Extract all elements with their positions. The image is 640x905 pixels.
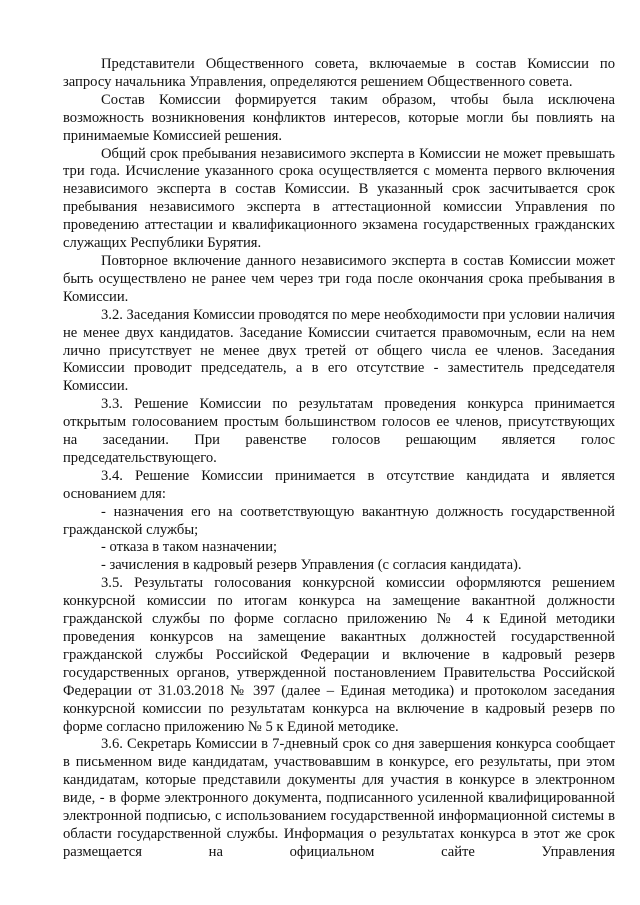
paragraph-expert-term: Общий срок пребывания независимого эксперта в Комиссии не может превышать три года. Исчисление указанного срока осуществляется с момента первого включения независимого эксперта в состав Комиссии. В указанный срок засчитывается срок пребывания независимого эксперта в аттестационной комиссии Управления по проведению аттестации и квалификационного экзамена государственных гражданских служащих Республики Бурятия. — [63, 145, 615, 252]
paragraph-3-4-decision-basis: 3.4. Решение Комиссии принимается в отсутствие кандидата и является основанием для: — [63, 467, 615, 502]
paragraph-3-5-voting-results: 3.5. Результаты голосования конкурсной комиссии оформляются решением конкурсной комиссии по итогам конкурса на замещение вакантной должности гражданской службы по форме согласно приложению № 4 к Единой методики проведения конкурсов на замещение вакантных должностей государственной гражданской службы Российской Федерации и включение в кадровый резерв государственных органов, утвержденной постановлением Правительства Российской Федерации от 31.03.2018 № 397 (далее – Единая методика) и протоколом заседания конкурсной комиссии по результатам конкурса на включение в кадровый резерв по форме согласно приложению № 5 к Единой методике. — [63, 575, 615, 735]
document-page — [63, 56, 615, 862]
list-item-appointment: - назначения его на соответствующую вакантную должность государственной гражданской службы; — [63, 503, 615, 538]
paragraph-public-council-representatives: Представители Общественного совета, включаемые в состав Комиссии по запросу начальника Управления, определяются решением Общественного совета. — [63, 56, 615, 90]
list-item-reserve-enrollment: - зачисления в кадровый резерв Управления (с согласия кандидата). — [101, 557, 522, 574]
paragraph-3-3-decision-voting: 3.3. Решение Комиссии по результатам проведения конкурса принимается открытым голосованием простым большинством голосов ее членов, присутствующих на заседании. При равенстве голосов решающим является голос председательствующего. — [63, 396, 615, 466]
paragraph-3-2-meetings: 3.2. Заседания Комиссии проводятся по мере необходимости при условии наличия не менее двух кандидатов. Заседание Комиссии считается правомочным, если на нем лично присутствует не менее двух третей от общего числа ее членов. Заседания Комиссии проводит председатель, а в его отсутствие - заместитель председателя Комиссии. — [63, 306, 615, 395]
paragraph-3-6-secretary-notification: 3.6. Секретарь Комиссии в 7-дневный срок со дня завершения конкурса сообщает в письменном виде кандидатам, участвовавшим в конкурсе, его результаты, при этом кандидатам, которые представили документы для участия в конкурсе в электронном виде, - в форме электронного документа, подписанного усиленной квалифицированной электронной подписью, с использованием государственной информационной системы в области государственной службы. Информация о результатах конкурса в этот же срок размещается на официальном сайте Управления — [63, 736, 615, 860]
paragraph-expert-reinclusion: Повторное включение данного независимого эксперта в состав Комиссии может быть осуществлено не ранее чем через три года после окончания срока пребывания в Комиссии. — [63, 252, 615, 305]
paragraph-commission-composition: Состав Комиссии формируется таким образом, чтобы была исключена возможность возникновения конфликтов интересов, которые могли бы повлиять на принимаемые Комиссией решения. — [63, 91, 615, 144]
list-item-refusal: - отказа в таком назначении; — [101, 539, 278, 556]
